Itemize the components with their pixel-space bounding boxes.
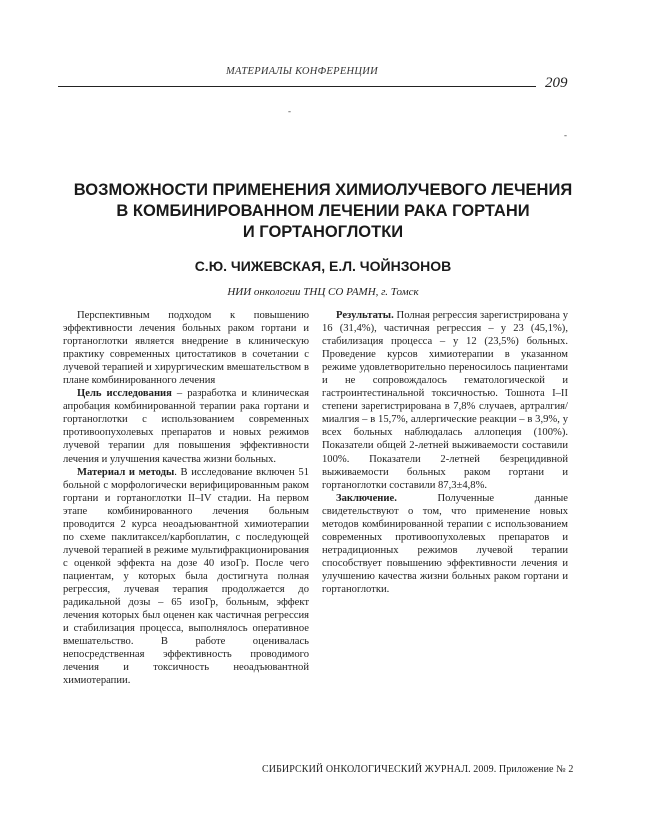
- page-number: 209: [545, 75, 568, 91]
- title-line: В КОМБИНИРОВАННОМ ЛЕЧЕНИИ РАКА ГОРТАНИ: [116, 202, 530, 220]
- section-label: МАТЕРИАЛЫ КОНФЕРЕНЦИИ: [226, 66, 379, 77]
- aim-paragraph: Цель исследования – разработка и клиническая апробация комбинированной терапии рака гортани и гортаноглотки с использованием современных противоопухолевых препаратов и новых режимов лучевой терапии для повышения эффективности лечения и улучшения качества жизни больных.: [63, 388, 310, 465]
- scan-mark: -: [564, 130, 567, 140]
- journal-footer: СИБИРСКИЙ ОНКОЛОГИЧЕСКИЙ ЖУРНАЛ. 2009. Приложение № 2: [262, 764, 574, 775]
- methods-paragraph: Материал и методы. В исследование включен 51 больной с морфологически верифицированным раком гортани и гортаноглотки II–IV стадии. На первом этапе комбинированного лечения больным проводится 2 курса неоадъювантной химиотерапии по схеме паклитаксел/карбоплатин, с последующей лучевой терапией в режиме мультифракционирования с оценкой эффекта на дозе 40 изоГр. После чего пациентам, у которых была достигнута полная регрессия, лучевая терапия продолжается до радикальной дозы – 65 изоГр, больным, эффект лечения которых был оценен как частичная регрессия и стабилизация процесса, выполнялось оперативное вмешательство. В работе оценивалась непосредственная эффективность проводимого лечения и токсичность неоадъювантной химиотерапии.: [63, 466, 310, 687]
- intro-paragraph: Перспективным подходом к повышению эффективности лечения больных раком гортани и гортаноглотки является внедрение в клиническую практику современных цитостатиков в сочетании с лучевой терапией и хирургическим вмешательством в плане комбинированного лечения: [63, 310, 309, 387]
- results-paragraph: Результаты. Полная регрессия зарегистрирована у 16 (31,4%), частичная регрессия – у 23 (45,1%), стабилизация процесса – у 12 (23,5%) больных. Проведение курсов химиотерапии в указанном режиме удовлетворительно переносилось пациентами и не сопровождалось гематологической и гастроинтестинальной токсичностью. Тошнота I–II степени зарегистрирована в 7,8% случаев, артралгия/миалгия – в 15,7%, аллергические реакции – в 3,9%, у всех больных наблюдалась аллопеция (100%). Показатели общей 2-летней выживаемости составили 100%. Показатели 2-летней безрецидивной выживаемости больных раком гортани и гортаноглотки составили 87,3±4,8%.: [322, 310, 568, 491]
- title-line: ВОЗМОЖНОСТИ ПРИМЕНЕНИЯ ХИМИОЛУЧЕВОГО ЛЕЧЕНИЯ: [73, 181, 573, 199]
- conclusion-paragraph: Заключение. Полученные данные свидетельствуют о том, что применение новых методов комбинированной терапии с использованием современных противоопухолевых препаратов и нетрадиционных режимов лучевой терапии способствует повышению эффективности лечения и улучшению качества жизни больных раком гортани и гортаноглотки.: [322, 492, 568, 595]
- scan-mark: -: [288, 106, 291, 116]
- article-title: [40, 180, 606, 243]
- aim-heading: Цель исследования: [77, 388, 172, 400]
- header-rule: [58, 86, 536, 87]
- results-heading: Результаты.: [336, 310, 394, 321]
- title-line: И ГОРТАНОГЛОТКИ: [242, 223, 404, 241]
- conclusion-heading: Заключение.: [336, 492, 397, 504]
- affiliation: НИИ онкологии ТНЦ СО РАМН, г. Томск: [227, 286, 419, 298]
- authors: С.Ю. ЧИЖЕВСКАЯ, Е.Л. ЧОЙНЗОНОВ: [194, 258, 452, 274]
- text-column-right: [322, 309, 568, 596]
- text-column-left: [63, 309, 309, 687]
- methods-heading: Материал и методы: [77, 466, 175, 478]
